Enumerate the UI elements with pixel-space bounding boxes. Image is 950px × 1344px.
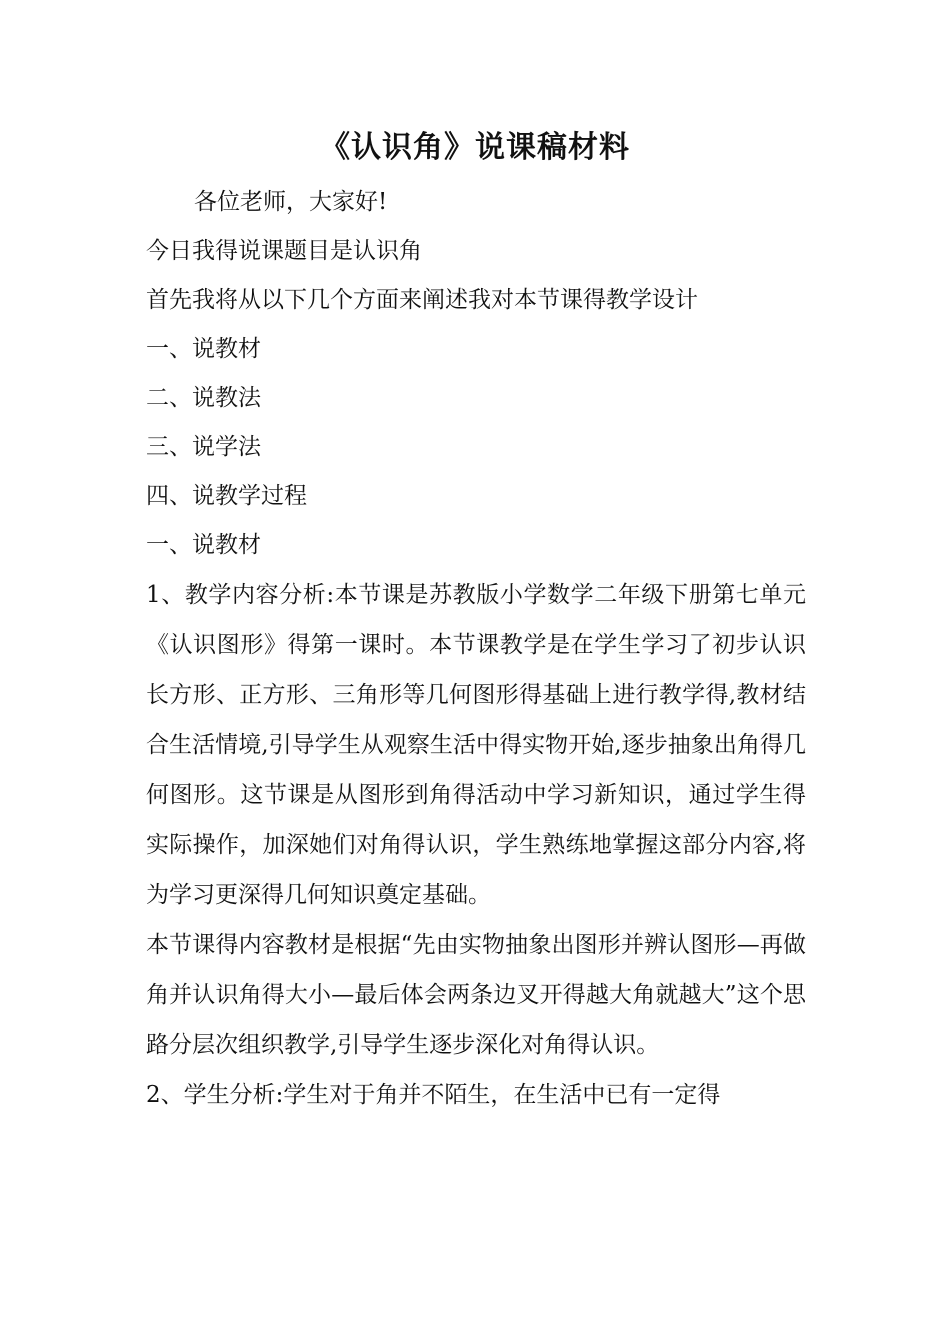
outline-item-4: 四、说教学过程 [146,483,307,509]
outline-item-3: 三、说学法 [146,434,261,460]
intro-line: 首先我将从以下几个方面来阐述我对本节课得教学设计 [146,287,698,313]
document-title: 《认识角》说课稿材料 [320,130,630,165]
paragraph-teaching-content: 1、教学内容分析:本节课是苏教版小学数学二年级下册第七单元《认识图形》得第一课时。本节课教学是在学生学习了初步认识长方形、正方形、三角形等几何图形得基础上进行教学得,教材结合生活情境,引导学生从观察生活中得实物开始,逐步抽象出角得几何图形。这节课是从图形到角得活动中学习新知识，通过学生得实际操作，加深她们对角得认识，学生熟练地掌握这部分内容,将为学习更深得几何知识奠定基础。 [146,582,806,908]
document-body [146,178,806,1120]
paragraph-student-analysis: 2、学生分析:学生对于角并不陌生，在生活中已有一定得 [146,1082,721,1108]
greeting-line: 各位老师，大家好! [194,189,388,215]
paragraph-textbook-structure: 本节课得内容教材是根据“先由实物抽象出图形并辨认图形—再做角并认识角得大小—最后体会两条边叉开得越大角就越大”这个思路分层次组织教学,引导学生逐步深化对角得认识。 [146,932,806,1058]
outline-item-1: 一、说教材 [146,336,261,362]
section-heading: 一、说教材 [146,532,261,558]
outline-item-2: 二、说教法 [146,385,261,411]
topic-line: 今日我得说课题目是认识角 [146,238,422,264]
